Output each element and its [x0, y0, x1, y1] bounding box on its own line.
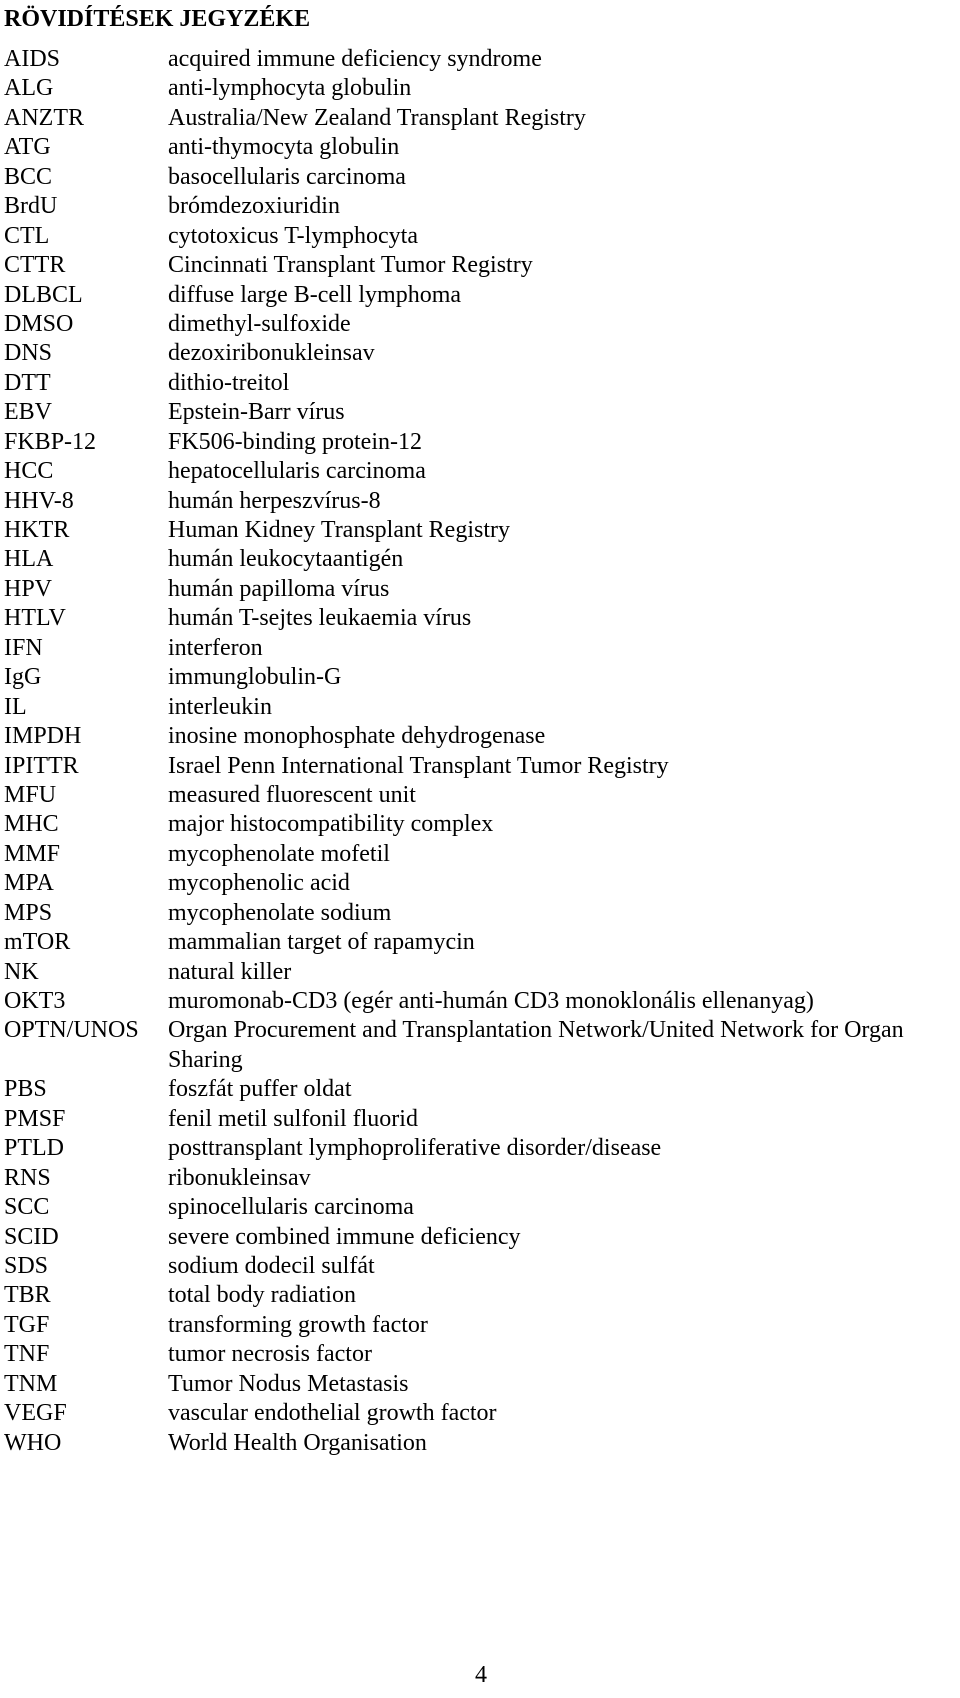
- abbreviation-definition: fenil metil sulfonil fluorid: [168, 1105, 418, 1132]
- abbreviation-term: HKTR: [4, 517, 70, 543]
- abbreviation-row: [4, 457, 960, 486]
- abbreviation-row: [4, 516, 960, 545]
- abbreviation-definition: foszfát puffer oldat: [168, 1076, 352, 1103]
- abbreviation-row: [4, 899, 960, 928]
- abbreviation-term: RNS: [4, 1164, 51, 1191]
- abbreviation-term: AIDS: [4, 46, 61, 72]
- abbreviation-row: [4, 634, 960, 663]
- abbreviation-row: [4, 74, 960, 103]
- abbreviation-definition: mycophenolate sodium: [168, 899, 392, 926]
- abbreviation-row: [4, 575, 960, 604]
- abbreviation-definition: tumor necrosis factor: [168, 1341, 372, 1368]
- abbreviation-row: [4, 1016, 960, 1075]
- abbreviation-term: EBV: [4, 399, 52, 426]
- abbreviation-definition: sodium dodecil sulfát: [168, 1252, 375, 1279]
- abbreviation-row: [4, 251, 960, 280]
- abbreviation-term: PMSF: [4, 1105, 66, 1132]
- abbreviation-term: MFU: [4, 781, 57, 808]
- abbreviation-term: PTLD: [4, 1135, 64, 1162]
- abbreviation-definition: transforming growth factor: [168, 1311, 428, 1338]
- abbreviation-row: [4, 869, 960, 898]
- abbreviation-term: TNM: [4, 1370, 58, 1397]
- abbreviation-row: [4, 1252, 960, 1281]
- abbreviation-definition: humán papilloma vírus: [168, 575, 390, 602]
- abbreviation-term: MHC: [4, 811, 59, 838]
- abbreviation-term: TGF: [4, 1311, 50, 1338]
- abbreviation-term: OKT3: [4, 988, 66, 1014]
- abbreviation-row: [4, 1370, 960, 1399]
- abbreviation-term: HHV-8: [4, 487, 74, 514]
- abbreviation-definition: severe combined immune deficiency: [168, 1223, 521, 1250]
- abbreviation-definition: Human Kidney Transplant Registry: [168, 517, 510, 543]
- abbreviation-term: IFN: [4, 634, 43, 661]
- abbreviation-list: [4, 45, 960, 1458]
- abbreviation-term: IgG: [4, 664, 42, 691]
- abbreviation-row: [4, 840, 960, 869]
- abbreviation-definition: Epstein-Barr vírus: [168, 399, 345, 426]
- abbreviation-row: [4, 1311, 960, 1340]
- abbreviation-term: HCC: [4, 458, 54, 485]
- abbreviation-term: TNF: [4, 1341, 50, 1368]
- abbreviation-definition: mycophenolate mofetil: [168, 840, 390, 867]
- abbreviation-row: [4, 958, 960, 987]
- abbreviation-definition: Australia/New Zealand Transplant Registry: [168, 104, 586, 131]
- abbreviation-definition: vascular endothelial growth factor: [168, 1400, 497, 1427]
- abbreviation-definition: dithio-treitol: [168, 369, 290, 396]
- abbreviation-definition: immunglobulin-G: [168, 664, 342, 691]
- abbreviation-term: SDS: [4, 1252, 49, 1279]
- abbreviation-term: DMSO: [4, 310, 74, 337]
- abbreviation-term: NK: [4, 958, 39, 985]
- abbreviation-definition: anti-lymphocyta globulin: [168, 75, 412, 102]
- abbreviation-definition: humán herpeszvírus-8: [168, 487, 381, 514]
- abbreviation-row: [4, 1105, 960, 1134]
- abbreviation-row: [4, 163, 960, 192]
- abbreviation-row: [4, 1134, 960, 1163]
- abbreviation-term: ANZTR: [4, 104, 84, 131]
- abbreviation-term: MPA: [4, 870, 54, 897]
- abbreviation-term: WHO: [4, 1429, 62, 1456]
- abbreviation-row: [4, 339, 960, 368]
- abbreviation-row: [4, 104, 960, 133]
- abbreviation-definition: interferon: [168, 634, 263, 661]
- abbreviation-row: [4, 693, 960, 722]
- abbreviation-definition: Tumor Nodus Metastasis: [168, 1370, 409, 1397]
- abbreviation-term: IMPDH: [4, 723, 82, 750]
- abbreviation-term: ALG: [4, 75, 54, 102]
- abbreviation-row: [4, 987, 960, 1016]
- abbreviation-term: ATG: [4, 134, 51, 161]
- abbreviation-definition: Israel Penn International Transplant Tumor Registry: [168, 752, 669, 779]
- abbreviation-row: [4, 1223, 960, 1252]
- abbreviation-definition: basocellularis carcinoma: [168, 163, 406, 190]
- abbreviation-row: [4, 545, 960, 574]
- abbreviation-definition: anti-thymocyta globulin: [168, 134, 400, 161]
- abbreviation-term: DNS: [4, 340, 53, 367]
- abbreviation-row: [4, 1193, 960, 1222]
- abbreviation-row: [4, 604, 960, 633]
- abbreviation-row: [4, 369, 960, 398]
- abbreviation-row: [4, 781, 960, 810]
- abbreviation-row: [4, 1340, 960, 1369]
- abbreviation-definition: dezoxiribonukleinsav: [168, 340, 375, 367]
- abbreviation-row: [4, 487, 960, 516]
- abbreviation-row: [4, 1164, 960, 1193]
- page-number: 4: [475, 1662, 487, 1688]
- abbreviation-term: PBS: [4, 1076, 47, 1103]
- abbreviation-term: mTOR: [4, 929, 71, 956]
- abbreviation-term: IL: [4, 693, 27, 720]
- abbreviation-definition: measured fluorescent unit: [168, 781, 416, 808]
- abbreviation-term: SCID: [4, 1223, 59, 1250]
- abbreviation-definition: total body radiation: [168, 1282, 356, 1309]
- abbreviation-definition: hepatocellularis carcinoma: [168, 458, 426, 485]
- abbreviation-term: CTTR: [4, 252, 66, 279]
- abbreviation-row: [4, 752, 960, 781]
- abbreviation-row: [4, 663, 960, 692]
- abbreviation-definition: spinocellularis carcinoma: [168, 1194, 414, 1221]
- abbreviation-row: [4, 222, 960, 251]
- abbreviation-definition: major histocompatibility complex: [168, 811, 494, 838]
- abbreviation-row: [4, 928, 960, 957]
- abbreviation-term: SCC: [4, 1194, 50, 1221]
- abbreviation-term: CTL: [4, 222, 50, 249]
- abbreviation-definition: ribonukleinsav: [168, 1164, 311, 1191]
- abbreviation-definition: natural killer: [168, 958, 292, 985]
- abbreviation-definition: humán leukocytaantigén: [168, 546, 404, 573]
- abbreviation-term: FKBP-12: [4, 428, 97, 455]
- abbreviation-definition: Cincinnati Transplant Tumor Registry: [168, 252, 533, 279]
- abbreviation-term: BCC: [4, 163, 53, 190]
- abbreviation-term: MMF: [4, 840, 61, 867]
- abbreviation-row: [4, 1281, 960, 1310]
- abbreviation-row: [4, 133, 960, 162]
- abbreviation-row: [4, 1429, 960, 1458]
- abbreviation-definition: diffuse large B-cell lymphoma: [168, 281, 462, 308]
- abbreviation-term: VEGF: [4, 1400, 67, 1427]
- abbreviation-row: [4, 1399, 960, 1428]
- abbreviation-term: IPITTR: [4, 752, 79, 779]
- abbreviation-term: MPS: [4, 899, 53, 926]
- abbreviation-row: [4, 722, 960, 751]
- abbreviation-term: DLBCL: [4, 281, 83, 308]
- abbreviation-row: [4, 810, 960, 839]
- abbreviation-row: [4, 1075, 960, 1104]
- abbreviation-definition: mycophenolic acid: [168, 870, 350, 897]
- abbreviation-definition: mammalian target of rapamycin: [168, 929, 475, 956]
- abbreviation-term: BrdU: [4, 193, 58, 220]
- abbreviation-definition: cytotoxicus T-lymphocyta: [168, 222, 418, 249]
- abbreviation-row: [4, 398, 960, 427]
- abbreviation-term: TBR: [4, 1282, 51, 1309]
- abbreviation-row: [4, 45, 960, 74]
- abbreviation-row: [4, 192, 960, 221]
- abbreviation-term: DTT: [4, 369, 51, 396]
- page-title: RÖVIDÍTÉSEK JEGYZÉKE: [4, 6, 311, 32]
- abbreviation-term: HLA: [4, 546, 54, 573]
- abbreviation-definition: interleukin: [168, 693, 272, 720]
- abbreviation-term: HTLV: [4, 605, 66, 632]
- abbreviation-definition: World Health Organisation: [168, 1429, 427, 1456]
- abbreviation-definition: FK506-binding protein-12: [168, 428, 422, 455]
- abbreviation-definition: muromonab-CD3 (egér anti-humán CD3 monoklonális ellenanyag): [168, 988, 814, 1014]
- abbreviation-definition: acquired immune deficiency syndrome: [168, 46, 542, 72]
- abbreviation-definition: dimethyl-sulfoxide: [168, 310, 351, 337]
- abbreviation-row: [4, 281, 960, 310]
- abbreviation-row: [4, 428, 960, 457]
- abbreviation-definition: inosine monophosphate dehydrogenase: [168, 723, 546, 750]
- abbreviation-definition: brómdezoxiuridin: [168, 193, 340, 220]
- abbreviation-definition: Organ Procurement and Transplantation Network/United Network for Organ Sharing: [168, 1017, 904, 1073]
- abbreviation-definition: humán T-sejtes leukaemia vírus: [168, 605, 472, 632]
- abbreviation-term: OPTN/UNOS: [4, 1017, 139, 1044]
- abbreviation-term: HPV: [4, 575, 53, 602]
- abbreviation-definition: posttransplant lymphoproliferative disorder/disease: [168, 1135, 662, 1162]
- abbreviation-row: [4, 310, 960, 339]
